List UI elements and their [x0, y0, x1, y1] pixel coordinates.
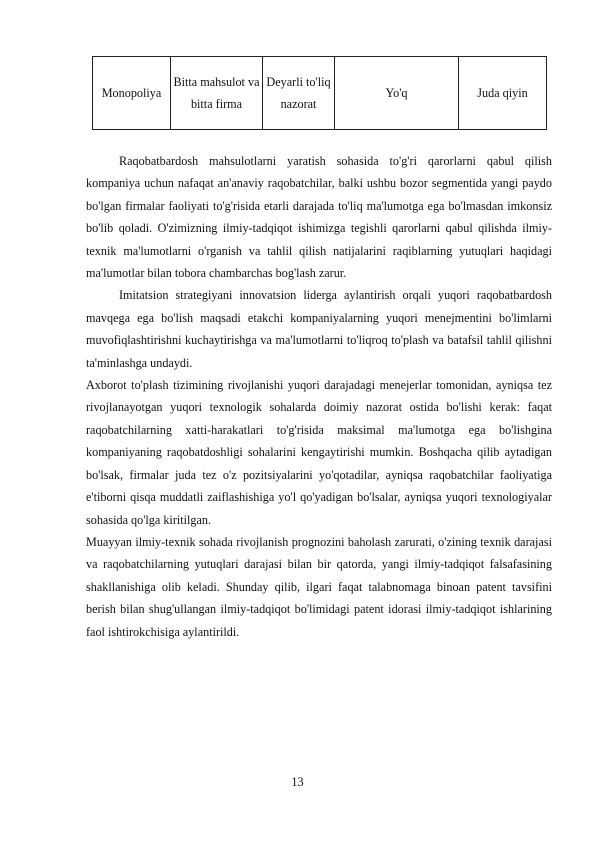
page-number: 13 [291, 775, 304, 789]
table-cell-entry: Juda qiyin [459, 57, 547, 130]
table-cell-market-type: Monopoliya [93, 57, 171, 130]
table-cell-competition: Yo'q [335, 57, 459, 130]
table-cell-characteristics: Bitta mahsulot va bitta firma [171, 57, 263, 130]
market-structure-table [92, 56, 547, 130]
table-row [93, 57, 547, 130]
paragraph: Imitatsion strategiyani innovatsion liderga aylantirish orqali yuqori raqobatbardosh mavqega ega bo'lish maqsadi etakchi kompaniyalarning yuqori menejmentini bo'limlarni muvofiqlashtirishni kuchaytirishga va ma'lumotlarni to'liqroq to'plash va batafsil tahlil qilishni ta'minlashga undaydi. [86, 288, 552, 370]
table-cell-control: Deyarli to'liq nazorat [263, 57, 335, 130]
paragraph: Muayyan ilmiy-texnik sohada rivojlanish prognozini baholash zarurati, o'zining texnik darajasi va raqobatchilarning yutuqlari darajasi bilan bir qatorda, yangi ilmiy-tadqiqot falsafasining shakllanishiga olib keladi. Shunday qilib, ilgari faqat talabnomaga binoan patent tavsifini berish bilan shug'ullangan ilmiy-tadqiqot bo'limidagi patent idorasi ilmiy-tadqiqot ishlarining faol ishtirokchisiga aylantirildi. [86, 534, 552, 639]
paragraph: Axborot to'plash tizimining rivojlanishi yuqori darajadagi menejerlar tomonidan, ayniqsa tez rivojlanayotgan yuqori texnologik sohalarda doimiy nazorat ostida bo'lishi kerak: faqat raqobatchilarning xatti-harakatlari to'g'risida maksimal ma'lumotga ega bo'lishgina kompaniyaning raqobatdoshligi sohalarini kengaytirishi mumkin. Boshqacha qilib aytadigan bo'lsak, firmalar juda tez o'z pozitsiyalarini yo'qotadilar, ayniqsa raqobatchilar faoliyatiga e'tiborni qisqa muddatli zaiflashishiga yo'l qo'yadigan bo'lsalar, ayniqsa yuqori texnologiyalar sohasida qo'lga kiritilgan. [86, 378, 552, 527]
body-text [86, 150, 552, 643]
paragraph: Raqobatbardosh mahsulotlarni yaratish sohasida to'g'ri qarorlarni qabul qilish kompaniya uchun nafaqat an'anaviy raqobatchilar, balki ushbu bozor segmentida yangi paydo bo'lgan firmalar faoliyati to'g'risida etarli darajada to'liq ma'lumotga ega bo'lmasdan imkonsiz bo'lib qoladi. O'zimizning ilmiy-tadqiqot ishimizga tegishli qarorlarni qabul qilishda ilmiy-texnik ma'lumotlarni o'rganish va tahlil qilish natijalarini raqiblarning yutuqlari haqidagi ma'lumotlar bilan tobora chambarchas bog'lash zarur. [86, 154, 552, 281]
